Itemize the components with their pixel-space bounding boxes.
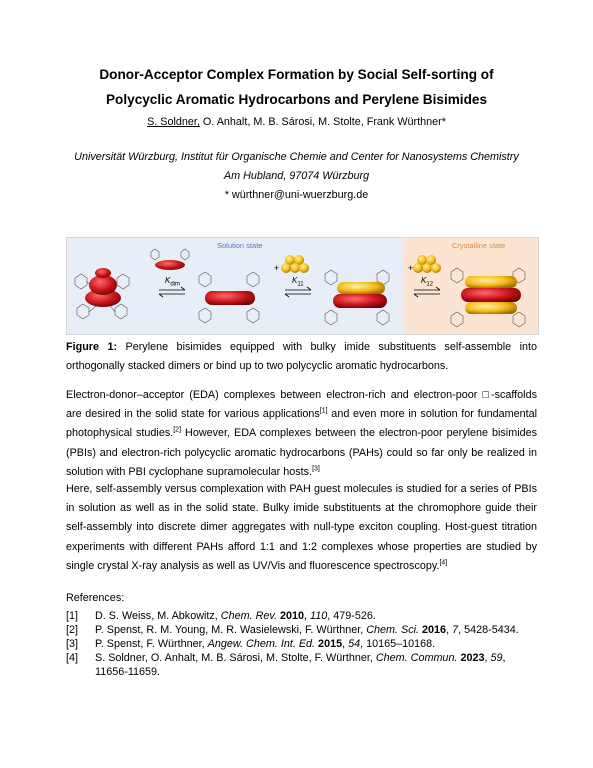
equilibrium-arrow-12 [414, 287, 440, 297]
body-paragraph-2: Here, self-assembly versus complexation with PAH guest molecules is studied for a series of PBIs in solution as well as in the solid state. Bulky imide substituents at the chromophore guide their self-assembly into discrete dimer aggregates with null-type exciton coupling. Host-guest titration experiments with different PAHs afford 1:1 and 1:2 complexes whose properties are studied by single crystal X-ray analysis as well as UV/Vis and fluorescence spectroscopy.[4] [66, 483, 537, 572]
figure-caption [66, 338, 537, 376]
affiliation-email: * würthner@uni-wuerzburg.de [224, 189, 369, 201]
author-list [0, 116, 593, 128]
citation-3: [3] [312, 465, 320, 473]
k-12-label: $K_{12}$ [421, 276, 434, 288]
crystalline-state-label: Crystalline state [452, 241, 506, 250]
citation-2: [2] [173, 426, 182, 434]
body-paragraph-1: Electron-donor–acceptor (EDA) complexes between electron-rich and electron-poor □-scaffolds are desired in the solid state for various applications[1] and even more in solution for fundamental photophysical studies.[2] However, EDA complexes between the electron-poor perylene bisimides (PBIs) and electron-rich polycyclic aromatic hydrocarbons (PAHs) could so far only be realized in solution with PBI cyclophane supramolecular hosts.[3] [66, 389, 538, 478]
references-heading: References: [66, 592, 125, 604]
pah-guest-1 [281, 255, 309, 273]
citation-4: [4] [439, 559, 448, 567]
citation-1: [1] [319, 407, 328, 415]
affiliation-institute: Universität Würzburg, Institut für Organische Chemie and Center for Nanosystems Chemistry [74, 151, 519, 163]
affiliation-address: Am Hubland, 97074 Würzburg [223, 170, 370, 182]
title-line-1: Donor-Acceptor Complex Formation by Social Self-sorting of [99, 67, 494, 82]
caption-text: Perylene bisimides equipped with bulky imide substituents self-assemble into orthogonally stacked dimers or bind up to two polycyclic aromatic hydrocarbons. [66, 341, 537, 372]
equilibrium-arrow-11 [285, 287, 311, 297]
k-11-label: $K_{11}$ [292, 276, 304, 288]
plus-sign-1: + [274, 263, 280, 273]
caption-label: Figure 1: [66, 341, 118, 353]
equilibrium-arrow-dim [159, 287, 185, 297]
presenting-author: S. Soldner, [147, 116, 200, 128]
coauthors: O. Anhalt, M. B. Sárosi, M. Stolte, Frank Würthner* [199, 116, 446, 128]
k-dim-label: $K_{dim}$ [165, 276, 181, 288]
title-line-2: Polycyclic Aromatic Hydrocarbons and Perylene Bisimides [105, 92, 488, 107]
complex-1-1 [325, 270, 389, 325]
solution-state-label: Solution state [217, 241, 263, 250]
pbi-small [151, 249, 189, 270]
pbi-monomer [75, 268, 129, 319]
pbi-dimer [199, 272, 259, 323]
pah-guest-2 [413, 255, 441, 273]
complex-1-2 [451, 268, 525, 327]
figure-1-graphic [66, 237, 539, 335]
plus-sign-2: + [408, 263, 414, 273]
